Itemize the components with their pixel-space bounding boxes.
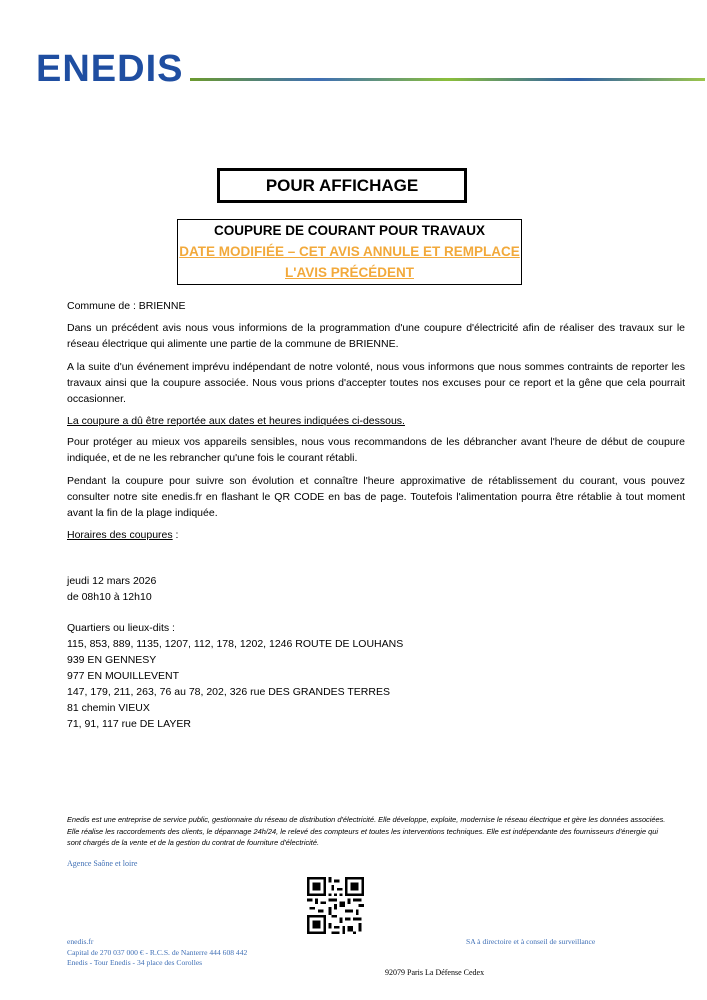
- footer-site-link[interactable]: enedis.fr: [67, 937, 94, 946]
- notice-box: [177, 219, 522, 285]
- paragraph-3: La coupure a dû être reportée aux dates et heures indiquées ci-dessous.: [67, 415, 405, 427]
- schedule-date: jeudi 12 mars 2026: [67, 575, 157, 587]
- schedule-time: de 08h10 à 12h10: [67, 591, 152, 603]
- qr-code[interactable]: [307, 877, 364, 934]
- footer-capital: Capital de 270 037 000 € - R.C.S. de Nanterre 444 608 442: [67, 947, 248, 957]
- location-item: 977 EN MOUILLEVENT: [67, 670, 180, 682]
- locations-list: [67, 620, 685, 732]
- footer-address: Enedis - Tour Enedis - 34 place des Corolles: [67, 958, 203, 967]
- paragraph-1: Dans un précédent avis nous vous informions de la programmation d'une coupure d'électricité afin de réaliser des travaux sur le réseau électrique qui alimente une partie de la commune de BRIENNE.: [67, 322, 685, 350]
- notice-heading: COUPURE DE COURANT POUR TRAVAUX: [213, 223, 485, 238]
- paragraph-4: Pour protéger au mieux vos appareils sensibles, nous vous recommandons de les débrancher avant l'heure de début de coupure indiquée, et de ne les rebrancher qu'une fois le courant rétabli.: [67, 436, 685, 464]
- notice-previous-line: L'AVIS PRÉCÉDENT: [285, 265, 414, 280]
- location-item: 115, 853, 889, 1135, 1207, 112, 178, 1202, 1246 ROUTE DE LOUHANS: [67, 638, 404, 650]
- notice-modified-line: DATE MODIFIÉE – CET AVIS ANNULE ET REMPLACE: [179, 244, 520, 259]
- location-item: 81 chemin VIEUX: [67, 702, 150, 714]
- footer-city: 92079 Paris La Défense Cedex: [385, 968, 485, 977]
- footer-board: SA à directoire et à conseil de surveillance: [466, 937, 596, 946]
- paragraph-2: A la suite d'un événement imprévu indépendant de notre volonté, nous vous informons que nous sommes contraints de reporter les travaux ainsi que la coupure associée. Nous vous prions d'accepter toutes nos excuses pour ce report et la gêne que cela pourrait occasionner.: [67, 361, 685, 405]
- horaires-label-colon: :: [172, 529, 179, 541]
- paragraph-5: Pendant la coupure pour suivre son évolution et connaître l'heure approximative de rétablissement du courant, vous pouvez consulter notre site enedis.fr en flashant le QR CODE en bas de page. Toutefois l'alimentation pourra être rétablie à tout moment avant la fin de la plage indiquée.: [67, 475, 685, 519]
- logo-divider: [190, 78, 705, 81]
- pour-affichage-title: POUR AFFICHAGE: [217, 168, 467, 203]
- footer-legal-left: [67, 937, 247, 969]
- horaires-label-text: Horaires des coupures: [67, 529, 173, 541]
- enedis-description: Enedis est une entreprise de service public, gestionnaire du réseau de distribution d'électricité. Elle développe, exploite, modernise le réseau électrique et gère les données associées. Elle réalise les raccordements des clients, le dépannage 24h/24, le relevé des compteurs et toutes les interventions techniques. Elle est indépendante des fournisseurs d'énergie qui sont chargés de la vente et de la gestion du contrat de fourniture d'électricité.: [67, 815, 666, 847]
- svg-text:ENEDIS: ENEDIS: [36, 50, 184, 86]
- location-item: 939 EN GENNESY: [67, 654, 157, 666]
- agence-name: Agence Saône et loire: [67, 859, 138, 868]
- horaires-label: [67, 527, 685, 543]
- enedis-logo: [36, 50, 186, 86]
- locations-label: Quartiers ou lieux-dits :: [67, 622, 175, 634]
- schedule: [67, 573, 685, 605]
- location-item: 71, 91, 117 rue DE LAYER: [67, 718, 191, 730]
- commune-line: Commune de : BRIENNE: [67, 300, 186, 312]
- location-item: 147, 179, 211, 263, 76 au 78, 202, 326 rue DES GRANDES TERRES: [67, 686, 390, 698]
